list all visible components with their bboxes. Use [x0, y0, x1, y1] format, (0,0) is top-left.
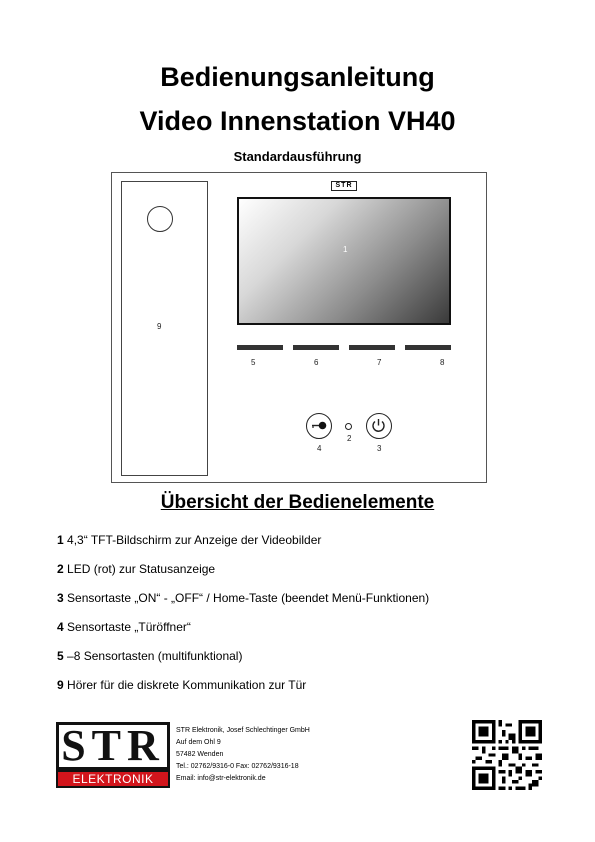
label-handset: 9: [157, 322, 162, 331]
item-text: –8 Sensortasten (multifunktional): [67, 649, 243, 663]
item-text: Sensortaste „Türöffner“: [67, 620, 191, 634]
section-title: Übersicht der Bedienelemente: [160, 492, 435, 513]
item-4: [57, 620, 191, 634]
qr-code-icon: [472, 720, 542, 790]
title-line2: Video Innenstation VH40: [139, 106, 456, 136]
company-phone: Tel.: 02762/9316-0 Fax: 02762/9316-18: [176, 763, 299, 770]
item-9: [57, 678, 306, 692]
item-text: 4,3“ TFT-Bildschirm zur Anzeige der Videobilder: [67, 533, 322, 547]
label-key6: 6: [314, 358, 319, 367]
label-key7: 7: [377, 358, 382, 367]
sensor-key-7: [349, 345, 395, 350]
item-number: 3: [57, 591, 64, 605]
item-text: Hörer für die diskrete Kommunikation zur Tür: [67, 678, 307, 692]
label-screen: 1: [343, 245, 348, 254]
device-logo: STR: [331, 181, 357, 191]
item-number: 5: [57, 649, 64, 663]
label-power: 3: [377, 444, 382, 453]
power-icon: [367, 414, 390, 437]
item-2: [57, 562, 215, 576]
item-1: [57, 533, 321, 547]
company-city: 57482 Wenden: [176, 751, 224, 758]
label-key5: 5: [251, 358, 256, 367]
subtitle: Standardausführung: [233, 149, 362, 164]
item-5: [57, 649, 242, 663]
door-opener-button: [306, 413, 332, 439]
sensor-key-6: [293, 345, 339, 350]
item-number: 2: [57, 562, 64, 576]
power-button: [366, 413, 392, 439]
item-number: 4: [57, 620, 64, 634]
logo-letters: STR: [56, 722, 170, 770]
sensor-key-8: [405, 345, 451, 350]
company-email: Email: info@str-elektronik.de: [176, 775, 266, 782]
item-text: Sensortaste „ON“ - „OFF“ / Home-Taste (beendet Menü-Funktionen): [67, 591, 430, 605]
door-key-icon: [307, 414, 330, 437]
label-led: 2: [347, 434, 352, 443]
logo-bar: ELEKTRONIK: [56, 770, 170, 788]
tft-screen: [237, 197, 451, 325]
status-led: [345, 423, 352, 430]
label-door: 4: [317, 444, 322, 453]
label-key8: 8: [440, 358, 445, 367]
company-street: Auf dem Ohl 9: [176, 739, 221, 746]
item-text: LED (rot) zur Statusanzeige: [67, 562, 216, 576]
title-line1: Bedienungsanleitung: [160, 62, 435, 92]
sensor-key-5: [237, 345, 283, 350]
item-3: [57, 591, 429, 605]
earpiece-icon: [147, 206, 173, 232]
company-logo: [56, 722, 170, 790]
company-name: STR Elektronik, Josef Schlechtinger GmbH: [176, 727, 310, 734]
item-number: 9: [57, 678, 64, 692]
item-number: 1: [57, 533, 64, 547]
